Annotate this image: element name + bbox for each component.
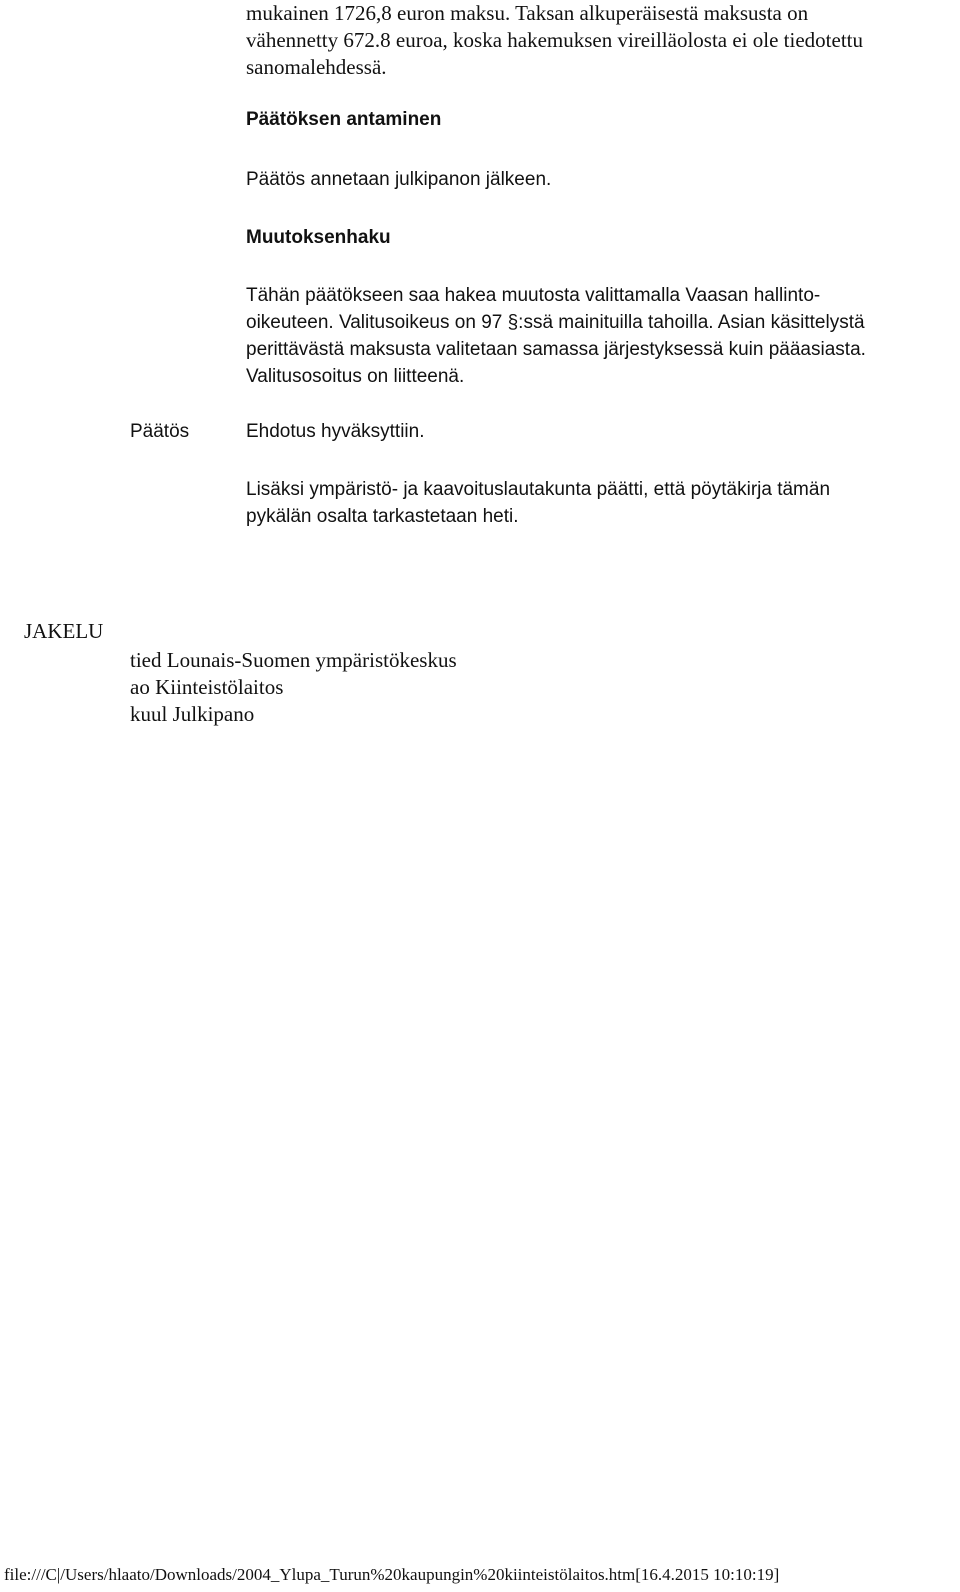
distribution-item: kuul Julkipano [130, 702, 255, 726]
file-path-footer: file:///C|/Users/hlaato/Downloads/2004_Ylupa_Turun%20kaupungin%20kiinteistölaitos.htm[16.4.2015 10:10:19] [4, 1565, 780, 1584]
intro-line: sanomalehdessä. [246, 55, 387, 79]
decision-label: Päätös [130, 421, 190, 442]
appeal-heading: Muutoksenhaku [246, 227, 391, 248]
appeal-line: Tähän päätökseen saa hakea muutosta valittamalla Vaasan hallinto- [246, 285, 821, 306]
distribution-list [130, 647, 457, 728]
appeal-line: perittävästä maksusta valitetaan samassa järjestyksessä kuin pääasiasta. [246, 339, 866, 360]
decision-additional [246, 476, 960, 530]
distribution-label: JAKELU [24, 619, 104, 643]
appeal-line: oikeuteen. Valitusoikeus on 97 §:ssä mainituilla tahoilla. Asian käsittelystä [246, 312, 865, 333]
intro-line: mukainen 1726,8 euron maksu. Taksan alkuperäisestä maksusta on [246, 1, 809, 25]
decision-additional-line: pykälän osalta tarkastetaan heti. [246, 506, 519, 527]
appeal-line: Valitusosoitus on liitteenä. [246, 366, 465, 387]
distribution-item: ao Kiinteistölaitos [130, 675, 284, 699]
decision-text: Ehdotus hyväksyttiin. [246, 421, 425, 442]
intro-line: vähennetty 672.8 euroa, koska hakemuksen vireilläolosta ei ole tiedotettu [246, 28, 863, 52]
appeal-paragraph [246, 282, 960, 390]
decision-issuing-text: Päätös annetaan julkipanon jälkeen. [246, 169, 552, 190]
decision-issuing-heading: Päätöksen antaminen [246, 109, 442, 130]
decision-additional-line: Lisäksi ympäristö- ja kaavoituslautakunta päätti, että pöytäkirja tämän [246, 479, 831, 500]
distribution-item: tied Lounais-Suomen ympäristökeskus [130, 648, 457, 672]
intro-paragraph [246, 0, 960, 81]
